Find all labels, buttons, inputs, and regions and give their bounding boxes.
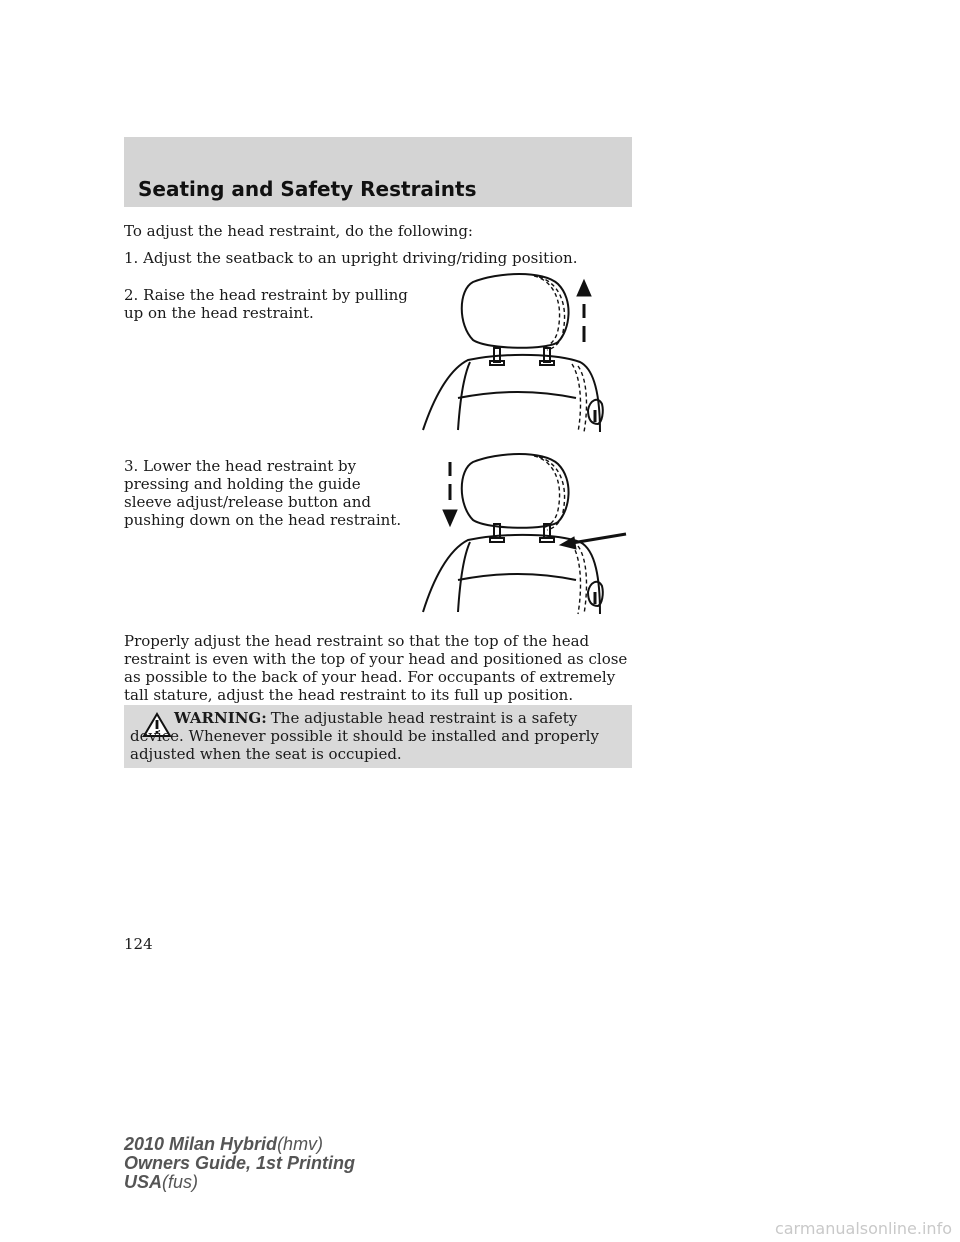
step-3-text: 3. Lower the head restraint by pressing and holding the guide sleeve adjust/release button and pushing down on the head restraint.	[124, 457, 402, 529]
warning-text	[130, 709, 625, 763]
footer-market: USA	[124, 1172, 163, 1192]
warning-message: The adjustable head restraint is a safety device. Whenever possible it should be installed and properly adjusted when the seat is occupied.	[130, 709, 599, 763]
page-number: 124	[124, 935, 153, 953]
footer-model-code: (hmv)	[277, 1134, 324, 1154]
document-footer	[124, 1135, 355, 1192]
intro-text: To adjust the head restraint, do the following:	[124, 222, 473, 240]
footer-market-code: (fus)	[162, 1172, 199, 1192]
footer-model: 2010 Milan Hybrid	[124, 1134, 278, 1154]
warning-box	[124, 705, 632, 768]
section-header	[124, 137, 632, 207]
watermark: carmanualsonline.info	[774, 1219, 952, 1238]
warning-label: WARNING:	[174, 709, 267, 727]
footer-edition: Owners Guide, 1st Printing	[124, 1153, 356, 1173]
step-2-text: 2. Raise the head restraint by pulling up on the head restraint.	[124, 286, 408, 322]
step-1-text: 1. Adjust the seatback to an upright driving/riding position.	[124, 249, 578, 267]
raise-head-restraint-illustration	[418, 270, 618, 438]
lower-head-restraint-illustration	[418, 450, 638, 618]
guidance-text: Properly adjust the head restraint so that the top of the head restraint is even with the top of your head and positioned as close as possible to the back of your head. For occupants of extremely tall stature, adjust the head restraint to its full up position.	[124, 632, 628, 704]
section-title: Seating and Safety Restraints	[138, 177, 477, 201]
